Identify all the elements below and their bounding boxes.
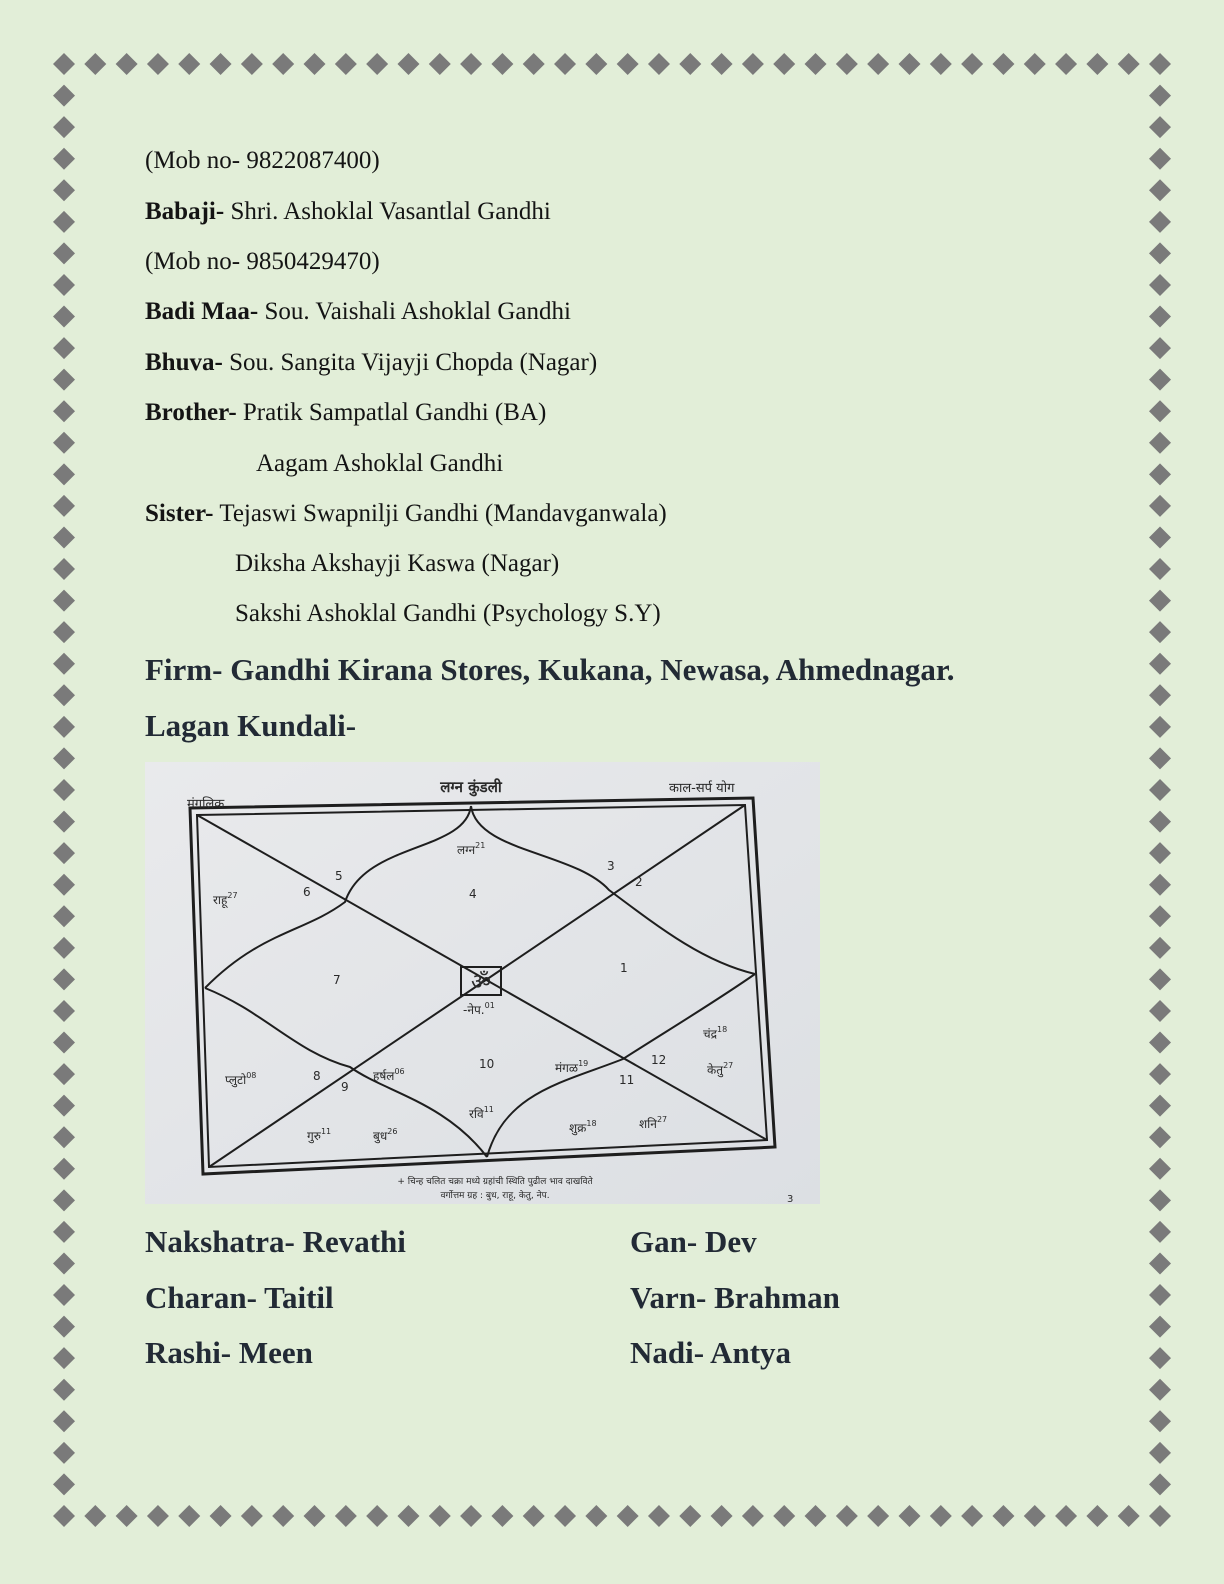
- border-diamond: [53, 242, 75, 264]
- border-diamond: [53, 53, 75, 75]
- sister-name-3: Sakshi Ashoklal Gandhi (Psychology S.Y): [235, 600, 661, 627]
- border-diamond: [1149, 1316, 1171, 1338]
- border-diamond: [1149, 179, 1171, 201]
- brother-name-2: Aagam Ashoklal Gandhi: [256, 450, 504, 477]
- border-diamond: [898, 53, 920, 75]
- border-diamond: [53, 400, 75, 422]
- border-diamond: [1149, 369, 1171, 391]
- border-diamond: [1149, 53, 1171, 75]
- border-diamond: [992, 1505, 1014, 1527]
- planet-ravi: रवि$^{11}$: [469, 1105, 494, 1121]
- border-diamond: [523, 53, 545, 75]
- border-diamond: [1149, 842, 1171, 864]
- gan: Gan- Dev: [630, 1224, 757, 1259]
- border-diamond: [679, 53, 701, 75]
- border-diamond: [1055, 53, 1077, 75]
- border-diamond: [53, 495, 75, 517]
- border-diamond: [366, 1505, 388, 1527]
- border-diamond: [1149, 905, 1171, 927]
- border-diamond: [1149, 811, 1171, 833]
- varn: Varn- Brahman: [630, 1280, 840, 1315]
- planet-budh: बुध$^{26}$: [373, 1127, 398, 1143]
- border-diamond: [53, 1221, 75, 1243]
- planet-mangal: मंगळ$^{19}$: [555, 1059, 589, 1075]
- house-6: 6: [303, 885, 311, 899]
- border-diamond: [1149, 968, 1171, 990]
- border-diamond: [961, 53, 983, 75]
- border-diamond: [53, 968, 75, 990]
- house-8: 8: [313, 1069, 321, 1083]
- badimaa-line: [145, 297, 571, 327]
- rashi: Rashi- Meen: [145, 1335, 313, 1370]
- border-diamond: [1149, 242, 1171, 264]
- border-diamond: [1149, 590, 1171, 612]
- border-diamond: [1149, 874, 1171, 896]
- border-diamond: [1024, 1505, 1046, 1527]
- badimaa-label: Badi Maa-: [145, 298, 259, 325]
- chart-footnote-1: + चिन्ह चलित चक्रा मध्ये ग्रहांची स्थिति पुढील भाव दाखविते: [397, 1177, 593, 1187]
- border-diamond: [210, 1505, 232, 1527]
- border-diamond: [210, 53, 232, 75]
- border-diamond: [1149, 1095, 1171, 1117]
- babaji-line: [145, 197, 551, 227]
- chart-title: लग्न कुंडली: [440, 778, 502, 796]
- border-diamond: [1149, 1347, 1171, 1369]
- border-diamond: [773, 53, 795, 75]
- planet-chandra: चंद्र$^{18}$: [703, 1025, 728, 1041]
- border-diamond: [554, 1505, 576, 1527]
- house-9: 9: [341, 1080, 349, 1094]
- border-diamond: [1149, 653, 1171, 675]
- border-diamond: [1149, 1189, 1171, 1211]
- border-diamond: [491, 1505, 513, 1527]
- border-diamond: [147, 53, 169, 75]
- border-diamond: [53, 1379, 75, 1401]
- nakshatra: Nakshatra- Revathi: [145, 1224, 406, 1259]
- border-diamond: [523, 1505, 545, 1527]
- border-diamond: [1149, 1505, 1171, 1527]
- nadi: Nadi- Antya: [630, 1335, 792, 1370]
- planet-shukra: शुक्र$^{18}$: [569, 1119, 597, 1135]
- border-diamond: [53, 842, 75, 864]
- border-diamond: [1149, 937, 1171, 959]
- border-diamond: [1055, 1505, 1077, 1527]
- border-diamond: [617, 53, 639, 75]
- border-diamond: [992, 53, 1014, 75]
- border-diamond: [1149, 1442, 1171, 1464]
- border-diamond: [397, 1505, 419, 1527]
- border-diamond: [84, 53, 106, 75]
- border-diamond: [1149, 337, 1171, 359]
- border-diamond: [1149, 716, 1171, 738]
- border-diamond: [53, 811, 75, 833]
- charan: Charan- Taitil: [145, 1280, 334, 1315]
- border-diamond: [1149, 747, 1171, 769]
- border-diamond: [1149, 400, 1171, 422]
- border-diamond: [1149, 495, 1171, 517]
- border-diamond: [53, 684, 75, 706]
- bhuva-name: Sou. Sangita Vijayji Chopda (Nagar): [229, 349, 598, 376]
- border-diamond: [1149, 1379, 1171, 1401]
- border-diamond: [335, 1505, 357, 1527]
- planet-ketu: केतु$^{27}$: [707, 1061, 734, 1077]
- border-diamond: [1149, 306, 1171, 328]
- planet-neptune: -नेप.$^{01}$: [463, 1001, 495, 1017]
- border-diamond: [272, 1505, 294, 1527]
- border-diamond: [241, 1505, 263, 1527]
- border-diamond: [53, 1095, 75, 1117]
- house-7: 7: [333, 973, 341, 987]
- border-diamond: [53, 747, 75, 769]
- border-diamond: [1118, 53, 1140, 75]
- border-diamond: [1149, 274, 1171, 296]
- planet-harshal: हर्षल$^{06}$: [373, 1067, 405, 1083]
- border-diamond: [147, 1505, 169, 1527]
- border-diamond: [53, 211, 75, 233]
- border-diamond: [1149, 779, 1171, 801]
- border-diamond: [304, 1505, 326, 1527]
- border-diamond: [460, 1505, 482, 1527]
- border-diamond: [898, 1505, 920, 1527]
- border-diamond: [53, 621, 75, 643]
- house-4: 4: [469, 887, 477, 901]
- border-diamond: [53, 1189, 75, 1211]
- border-diamond: [335, 53, 357, 75]
- border-diamond: [53, 1505, 75, 1527]
- border-diamond: [53, 779, 75, 801]
- border-diamond: [585, 1505, 607, 1527]
- border-diamond: [554, 53, 576, 75]
- border-diamond: [1149, 463, 1171, 485]
- border-diamond: [53, 148, 75, 170]
- border-diamond: [1149, 1126, 1171, 1148]
- border-diamond: [304, 53, 326, 75]
- border-diamond: [1149, 211, 1171, 233]
- house-10: 10: [479, 1057, 495, 1071]
- border-diamond: [53, 716, 75, 738]
- border-diamond: [53, 1284, 75, 1306]
- border-diamond: [1024, 53, 1046, 75]
- border-diamond: [53, 1316, 75, 1338]
- border-diamond: [272, 53, 294, 75]
- brother-label: Brother-: [145, 399, 237, 426]
- border-diamond: [53, 1032, 75, 1054]
- border-diamond: [1149, 558, 1171, 580]
- sister-name-2: Diksha Akshayji Kaswa (Nagar): [235, 550, 560, 577]
- border-diamond: [648, 1505, 670, 1527]
- border-diamond: [930, 1505, 952, 1527]
- planet-lagna: लग्न$^{21}$: [457, 841, 486, 857]
- border-diamond: [53, 1000, 75, 1022]
- border-diamond: [679, 1505, 701, 1527]
- border-diamond: [1149, 85, 1171, 107]
- border-diamond: [773, 1505, 795, 1527]
- planet-shani: शनि$^{27}$: [639, 1115, 668, 1131]
- house-5: 5: [335, 869, 343, 883]
- border-diamond: [53, 274, 75, 296]
- border-diamond: [429, 1505, 451, 1527]
- planet-rahu: राहू$^{27}$: [213, 891, 238, 907]
- planet-pluto: प्लुटो$^{08}$: [225, 1071, 257, 1087]
- border-diamond: [805, 53, 827, 75]
- border-diamond: [836, 1505, 858, 1527]
- border-diamond: [805, 1505, 827, 1527]
- border-diamond: [1086, 53, 1108, 75]
- border-diamond: [116, 53, 138, 75]
- border-diamond: [1149, 148, 1171, 170]
- chart-left-tag: मंगलिक: [187, 797, 225, 812]
- border-diamond: [1149, 526, 1171, 548]
- mobile-line-2: (Mob no- 9850429470): [145, 248, 380, 275]
- border-diamond: [53, 306, 75, 328]
- border-diamond: [53, 558, 75, 580]
- border-diamond: [1149, 1221, 1171, 1243]
- border-diamond: [491, 53, 513, 75]
- border-diamond: [617, 1505, 639, 1527]
- border-diamond: [53, 432, 75, 454]
- border-diamond: [1149, 116, 1171, 138]
- babaji-label: Babaji-: [145, 198, 225, 225]
- border-diamond: [585, 53, 607, 75]
- border-diamond: [53, 179, 75, 201]
- border-diamond: [178, 1505, 200, 1527]
- border-diamond: [366, 53, 388, 75]
- border-diamond: [1149, 432, 1171, 454]
- border-diamond: [178, 53, 200, 75]
- border-diamond: [241, 53, 263, 75]
- border-diamond: [84, 1505, 106, 1527]
- border-diamond: [53, 1347, 75, 1369]
- kundali-chart-photo: [145, 762, 820, 1204]
- border-diamond: [1149, 1000, 1171, 1022]
- border-diamond: [742, 53, 764, 75]
- kundali-heading: Lagan Kundali-: [145, 708, 357, 743]
- badimaa-name: Sou. Vaishali Ashoklal Gandhi: [264, 298, 571, 325]
- bhuva-line: [145, 348, 597, 378]
- border-diamond: [53, 1063, 75, 1085]
- mobile-line-1: (Mob no- 9822087400): [145, 147, 380, 174]
- border-diamond: [1149, 684, 1171, 706]
- brother-line: [145, 398, 546, 428]
- om-symbol: ॐ: [470, 970, 492, 995]
- border-diamond: [116, 1505, 138, 1527]
- sister-line: [145, 499, 667, 529]
- firm-heading: Firm- Gandhi Kirana Stores, Kukana, Newasa, Ahmednagar.: [145, 652, 955, 687]
- border-diamond: [53, 1410, 75, 1432]
- planet-guru: गुरु$^{11}$: [307, 1127, 332, 1143]
- border-diamond: [53, 116, 75, 138]
- border-diamond: [742, 1505, 764, 1527]
- border-diamond: [1149, 1410, 1171, 1432]
- border-diamond: [53, 1158, 75, 1180]
- border-diamond: [867, 1505, 889, 1527]
- house-12: 12: [651, 1053, 667, 1067]
- house-3: 3: [607, 859, 615, 873]
- border-diamond: [1149, 621, 1171, 643]
- border-diamond: [53, 937, 75, 959]
- border-diamond: [53, 369, 75, 391]
- border-diamond: [836, 53, 858, 75]
- chart-right-tag: काल-सर्प योग: [669, 781, 735, 796]
- border-diamond: [53, 1252, 75, 1274]
- border-diamond: [53, 463, 75, 485]
- border-diamond: [1149, 1473, 1171, 1495]
- border-diamond: [867, 53, 889, 75]
- border-diamond: [1149, 1032, 1171, 1054]
- border-diamond: [1149, 1284, 1171, 1306]
- babaji-name: Shri. Ashoklal Vasantlal Gandhi: [230, 198, 551, 225]
- border-diamond: [930, 53, 952, 75]
- border-diamond: [429, 53, 451, 75]
- border-diamond: [53, 1126, 75, 1148]
- border-diamond: [53, 1442, 75, 1464]
- border-diamond: [53, 905, 75, 927]
- border-diamond: [1149, 1252, 1171, 1274]
- house-2: 2: [635, 875, 643, 889]
- border-diamond: [1149, 1158, 1171, 1180]
- border-diamond: [53, 653, 75, 675]
- brother-name-1: Pratik Sampatlal Gandhi (BA): [242, 399, 547, 426]
- border-diamond: [961, 1505, 983, 1527]
- border-diamond: [53, 874, 75, 896]
- border-diamond: [53, 1473, 75, 1495]
- border-diamond: [711, 53, 733, 75]
- border-diamond: [648, 53, 670, 75]
- border-diamond: [53, 526, 75, 548]
- chart-footnote-2: वर्गोत्तम ग्रह : बुध, राहू, केतु, नेप.: [440, 1191, 550, 1201]
- border-diamond: [1118, 1505, 1140, 1527]
- border-diamond: [53, 85, 75, 107]
- border-diamond: [397, 53, 419, 75]
- border-diamond: [711, 1505, 733, 1527]
- bhuva-label: Bhuva-: [145, 349, 223, 376]
- sister-name-1: Tejaswi Swapnilji Gandhi (Mandavganwala): [219, 500, 667, 527]
- border-diamond: [53, 590, 75, 612]
- border-diamond: [460, 53, 482, 75]
- border-diamond: [53, 337, 75, 359]
- house-1: 1: [620, 961, 628, 975]
- border-diamond: [1149, 1063, 1171, 1085]
- sister-label: Sister-: [145, 500, 214, 527]
- border-diamond: [1086, 1505, 1108, 1527]
- chart-page-number: 3: [787, 1194, 794, 1204]
- house-11: 11: [619, 1073, 635, 1087]
